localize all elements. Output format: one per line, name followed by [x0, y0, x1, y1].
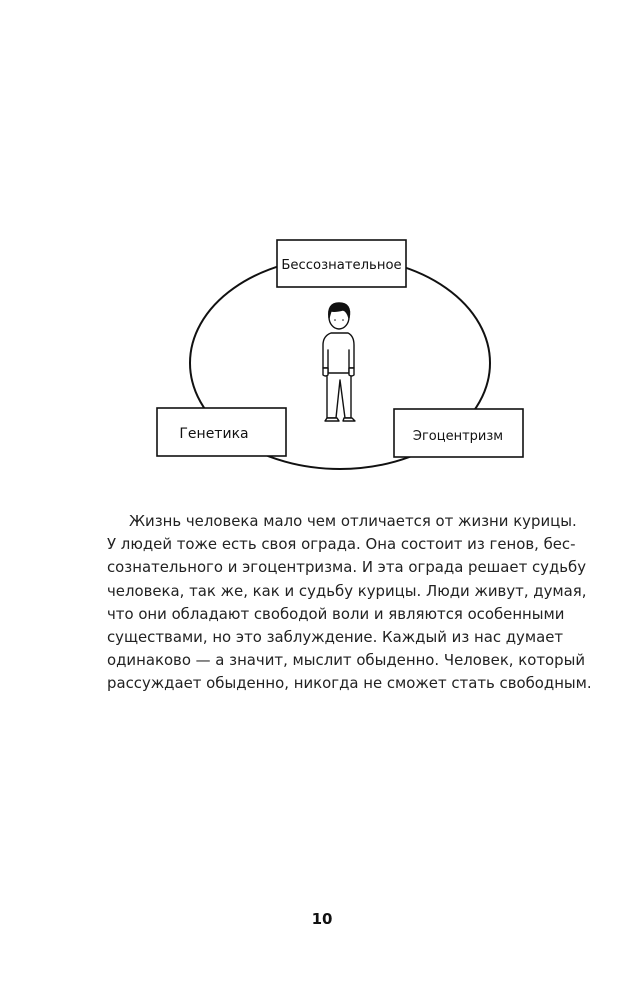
paragraph-line: человека, так же, как и судьбу курицы. Люди живут, думая, [107, 581, 587, 600]
paragraph-line: что они обладают свободой воли и являются особенными [107, 604, 565, 623]
box-unconscious-label: Бессознательное [281, 258, 402, 273]
person-eye-left [334, 319, 336, 321]
paragraph-line: Жизнь человека мало чем отличается от жизни курицы. [129, 512, 577, 530]
person-figure [323, 303, 355, 421]
person-eye-right [342, 319, 344, 321]
page-number: 10 [311, 910, 333, 928]
box-egocentrism-label: Эгоцентризм [412, 429, 504, 444]
person-feet [325, 418, 355, 421]
person-torso [323, 333, 354, 373]
paragraph-line: существами, но это заблуждение. Каждый из нас думает [107, 628, 564, 647]
paragraph-line: одинаково — а значит, мыслит обыденно. Человек, который [107, 651, 586, 670]
paragraph-line: У людей тоже есть своя ограда. Она состоит из генов, бес- [107, 535, 576, 554]
box-genetics-label: Генетика [179, 426, 249, 442]
box-unconscious [277, 240, 406, 287]
paragraph-line: рассуждает обыденно, никогда не сможет стать свободным. [107, 674, 592, 693]
paragraph-line: сознательного и эгоцентризма. И эта ограда решает судьбу [107, 558, 587, 577]
box-genetics [157, 408, 286, 456]
box-egocentrism [394, 409, 523, 457]
body-paragraph [107, 510, 592, 696]
person-legs [327, 371, 351, 418]
